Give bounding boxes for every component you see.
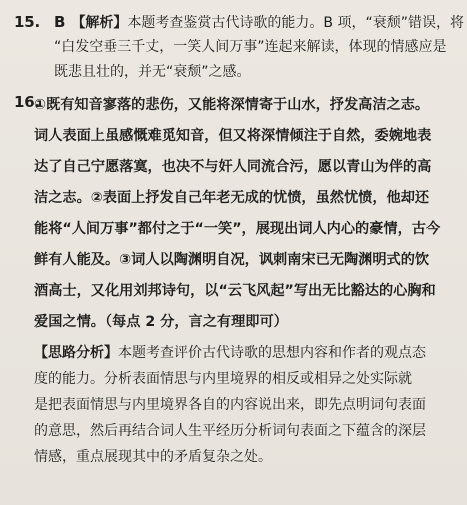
answer-line: 鲜有人能及。③词人以陶渊明自况，讽刺南宋已无陶渊明式的饮 xyxy=(34,252,430,268)
thinking-analysis xyxy=(34,340,451,470)
question-number: 15. xyxy=(14,13,40,31)
answer-line: 词人表面上虽感慨难觅知音，但又将深情倾注于自然，委婉地表 xyxy=(34,128,432,144)
question-16-solution xyxy=(14,90,451,470)
question-number: 16. xyxy=(14,93,40,111)
question-15-solution xyxy=(14,10,464,85)
thinking-analysis-tag: 【思路分析】 xyxy=(34,345,118,361)
answer-line: 爱国之情。（每点 2 分，言之有理即可） xyxy=(34,314,288,330)
analysis-line: 情感，重点展现其中的矛盾复杂之处。 xyxy=(34,449,272,465)
answer-choice: B xyxy=(54,13,66,31)
analysis-line-text: 本题考查评价古代诗歌的思想内容和作者的观点态 xyxy=(118,345,426,361)
analysis-line: 是把表面情思与内里境界各自的内容说出来，即先点明词句表面 xyxy=(34,397,426,413)
solution-line xyxy=(54,10,464,35)
analysis-line: 度的能力。分析表面情思与内里境界的相反或相异之处实际就 xyxy=(34,371,412,387)
analysis-line: 的意思，然后再结合词人生平经历分析词句表面之下蕴含的深层 xyxy=(34,423,426,439)
analysis-line xyxy=(34,340,451,366)
answer-line: 酒高士，又化用刘邦诗句，以“云飞风起”写出无比豁达的心胸和 xyxy=(34,283,436,299)
solution-line: “白发空垂三千丈，一笑人间万事”连起来解读，体现的情感应是 xyxy=(54,39,447,55)
answer-points xyxy=(34,90,451,338)
answer-line: 能将“人间万事”都付之于“一笑”，展现出词人内心的豪情，古今 xyxy=(34,221,441,237)
solution-line: 既悲且壮的，并无“衰颓”之感。 xyxy=(54,64,251,80)
analysis-line-text: 本题考查鉴赏古代诗歌的能力。B 项，“衰颓”错误，将 xyxy=(127,15,464,31)
answer-line: 洁之志。②表面上抒发自己年老无成的忧愤，虽然忧愤，他却还 xyxy=(34,190,430,206)
solution-text xyxy=(54,10,464,85)
answer-line: 达了自己宁愿落寞，也决不与奸人同流合污，愿以青山为伴的高 xyxy=(34,159,432,175)
answer-line: ①既有知音寥落的悲伤，又能将深情寄于山水，抒发高洁之志。 xyxy=(34,97,430,113)
analysis-tag: 【解析】 xyxy=(71,15,128,31)
